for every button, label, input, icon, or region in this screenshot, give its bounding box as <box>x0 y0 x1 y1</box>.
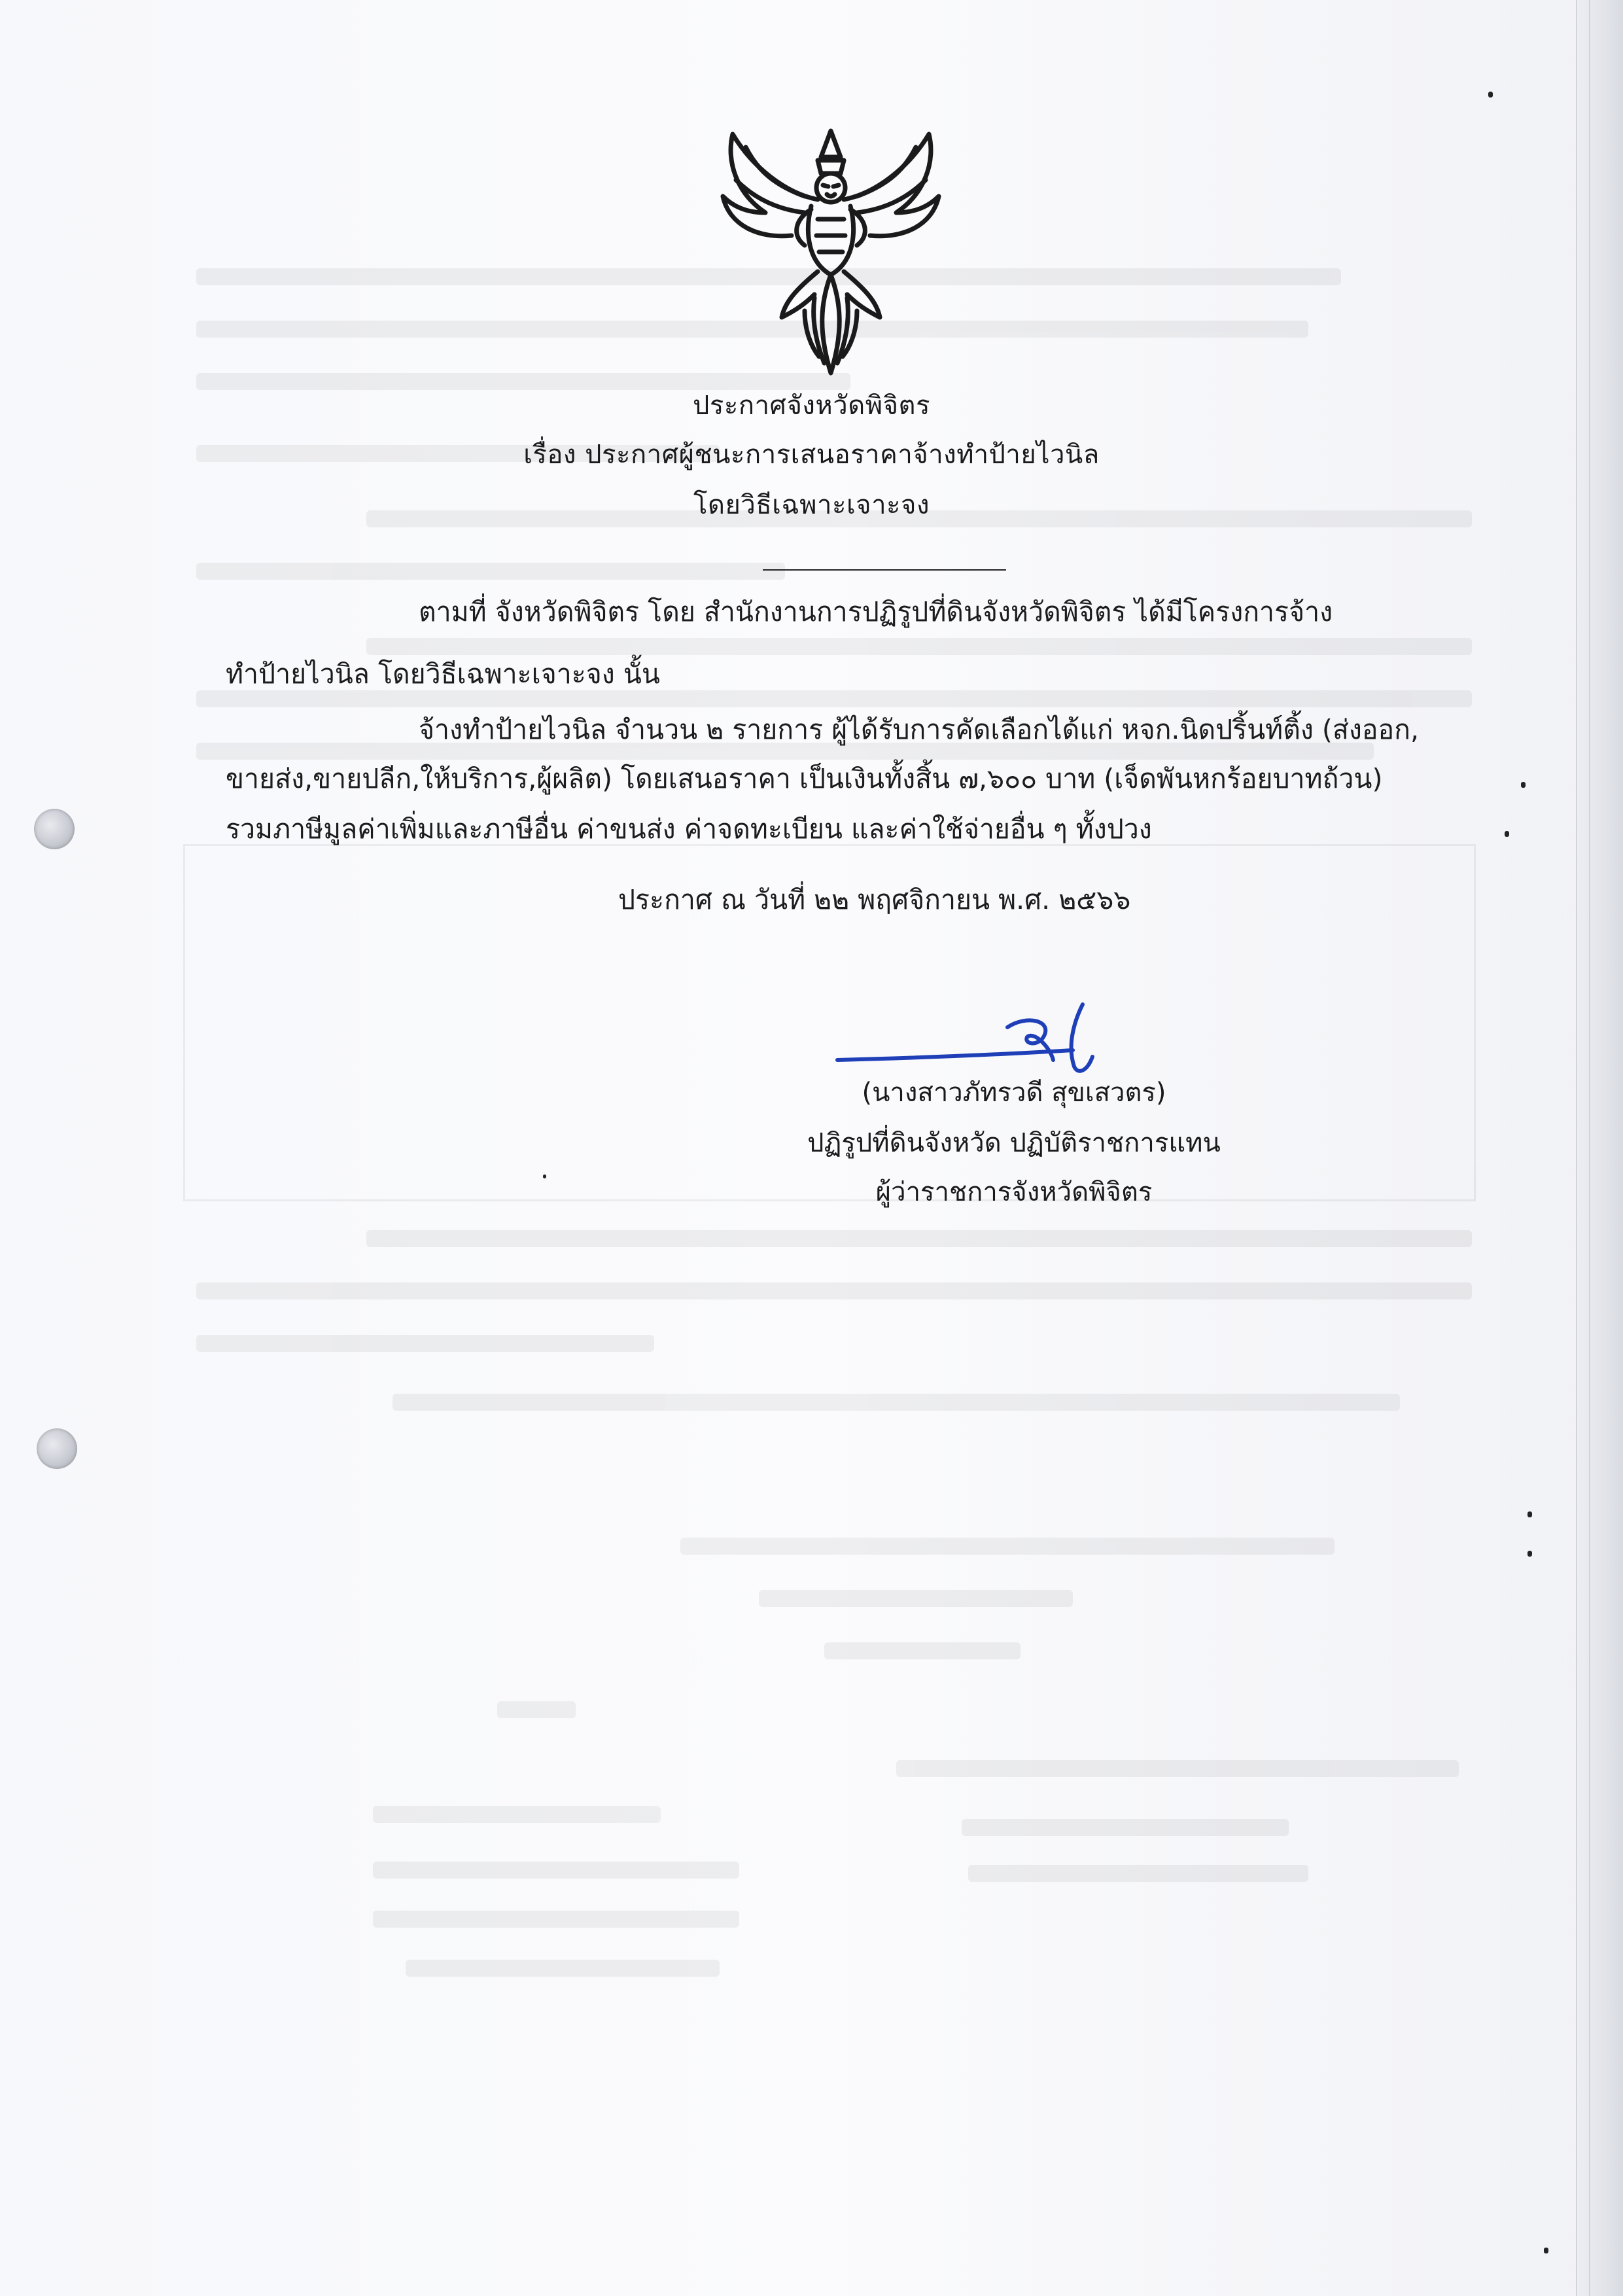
scan-speck <box>1488 92 1493 97</box>
document-title: ประกาศจังหวัดพิจิตร <box>693 391 930 421</box>
paragraph-2-line-2: ขายส่ง,ขายปลีก,ให้บริการ,ผู้ผลิต) โดยเสนอราคา เป็นเงินทั้งสิ้น ๗,๖๐๐ บาท (เจ็ดพันหกร้อยบาทถ้วน) <box>226 763 1383 794</box>
stacked-page-edge <box>1576 0 1623 2296</box>
scan-speck <box>1527 1551 1532 1557</box>
scan-speck <box>543 1174 546 1178</box>
announcement-date: ประกาศ ณ วันที่ ๒๒ พฤศจิกายน พ.ศ. ๒๕๖๖ <box>618 884 1131 915</box>
paragraph-2-line-1: จ้างทำป้ายไวนิล จำนวน ๒ รายการ ผู้ได้รับการคัดเลือกได้แก่ หจก.นิดปริ้นท์ติ้ง (ส่งออก, <box>419 714 1420 745</box>
title-divider <box>763 569 1006 571</box>
scan-speck <box>1521 782 1526 788</box>
paragraph-1-line-2: ทำป้ายไวนิล โดยวิธีเฉพาะเจาะจง นั้น <box>226 658 660 690</box>
procurement-method: โดยวิธีเฉพาะเจาะจง <box>693 490 930 520</box>
signatory-position: ปฏิรูปที่ดินจังหวัด ปฏิบัติราชการแทน <box>807 1128 1221 1158</box>
signatory-authority: ผู้ว่าราชการจังหวัดพิจิตร <box>875 1177 1153 1207</box>
signatory-name: (นางสาวภัทรวดี สุขเสวตร) <box>862 1078 1166 1108</box>
handwritten-signature <box>831 998 1138 1083</box>
paragraph-1-line-1: ตามที่ จังหวัดพิจิตร โดย สำนักงานการปฏิรูปที่ดินจังหวัดพิจิตร ได้มีโครงการจ้าง <box>419 596 1333 627</box>
scan-speck <box>1527 1511 1532 1517</box>
scan-speck <box>1544 2248 1548 2253</box>
document-subject: เรื่อง ประกาศผู้ชนะการเสนอราคาจ้างทำป้ายไวนิล <box>523 440 1100 470</box>
paragraph-2-line-3: รวมภาษีมูลค่าเพิ่มและภาษีอื่น ค่าขนส่ง ค่าจดทะเบียน และค่าใช้จ่ายอื่น ๆ ทั้งปวง <box>226 813 1152 845</box>
punch-hole <box>37 1428 77 1469</box>
scan-speck <box>1505 831 1509 837</box>
punch-hole <box>34 809 75 849</box>
garuda-emblem-icon <box>707 121 955 383</box>
